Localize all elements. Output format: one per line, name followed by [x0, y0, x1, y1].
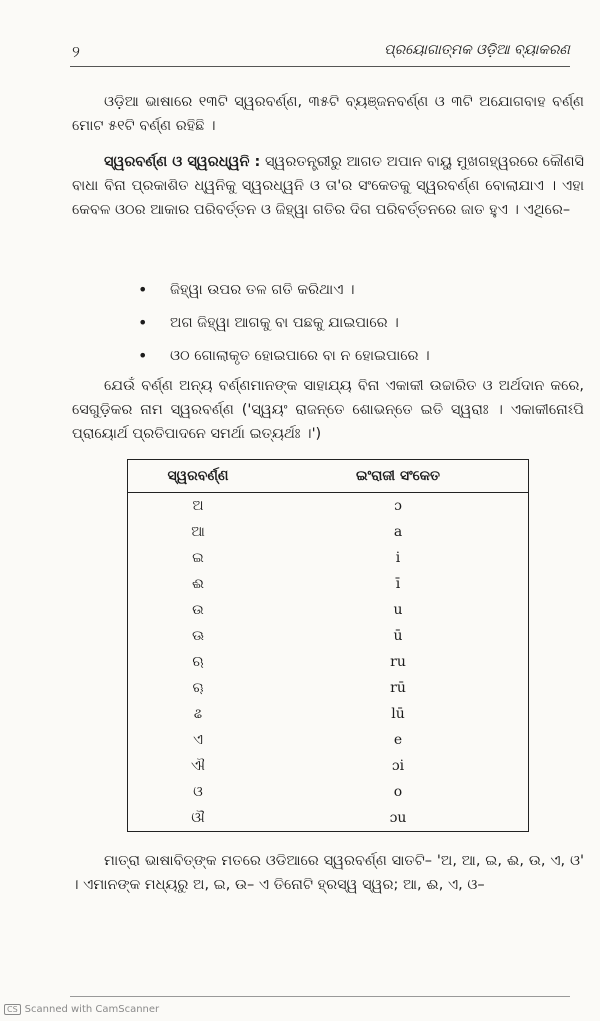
table-row: ଈ ī — [191, 576, 401, 592]
bullet-icon: • — [138, 313, 148, 332]
table-row: ଅ ɔ — [192, 498, 402, 514]
table-row: ଌ lū — [193, 706, 405, 722]
table-row: ଓ o — [193, 784, 403, 800]
list-item: • ଓଠ ଗୋଲାକୃତ ହୋଇପାରେ ବା ନ ହୋଇପାରେ । — [72, 342, 584, 375]
list-item: • ଜିହ୍ୱା ଉପର ତଳ ଗତି କରିଥାଏ । — [72, 276, 584, 309]
table-row: ଆ a — [191, 524, 403, 540]
bullet-icon: • — [138, 346, 148, 365]
table-row: ଇ i — [192, 550, 401, 566]
table-row: ଋ ru — [192, 654, 406, 670]
feature-list — [72, 276, 584, 375]
table-row: ଏ e — [193, 732, 403, 748]
page-number: ୨ — [72, 42, 80, 61]
table-row: ଔ ɔu — [191, 810, 407, 826]
column-header-vowel: ସ୍ୱରବର୍ଣ୍ଣ — [128, 460, 269, 493]
definition-term: ସ୍ୱରବର୍ଣ୍ଣ ଓ ସ୍ୱରଧ୍ୱନି : — [104, 154, 261, 170]
list-item: • ଅଗ ଜିହ୍ୱା ଆଗକୁ ବା ପଛକୁ ଯାଇପାରେ । — [72, 309, 584, 342]
intro-paragraph: ଓଡ଼ିଆ ଭାଷାରେ ୧୩ଟି ସ୍ୱରବର୍ଣ୍ଣ, ୩୫ଟି ବ୍ୟଞ୍ଜନବର୍ଣ୍ଣ ଓ ୩ଟି ଅଯୋଗବାହ ବର୍ଣ୍ଣ ମୋଟ ୫୧ଟି ବର୍ଣ୍ଣ ରହିଛି । — [72, 94, 584, 134]
definition-paragraph — [72, 150, 584, 222]
definition-text: ସ୍ୱରତନ୍ତ୍ରୀରୁ ଆଗତ ଅପାନ ବାୟୁ ମୁଖଗହ୍ୱରରେ କୌଣସି ବାଧା ବିନା ପ୍ରକାଶିତ ଧ୍ୱନିକୁ ସ୍ୱରଧ୍ୱନି ଓ ତା'ର ସଂକେତକୁ ସ୍ୱରବର୍ଣ୍ଣ ବୋଲାଯାଏ । ଏହା କେବଳ ଓଠର ଆକାର ପରିବର୍ତ୍ତନ ଓ ଜିହ୍ୱା ଗତିର ଦିଗ ପରିବର୍ତ୍ତନରେ ଜାତ ହୁଏ । ଏଥିରେ– — [72, 154, 584, 218]
table-header-row — [128, 460, 529, 493]
table-row: ଉ u — [192, 602, 403, 618]
running-title: ପ୍ରୟୋଗାତ୍ମକ ଓଡ଼ିଆ ବ୍ୟାକରଣ — [384, 42, 570, 58]
table-row: ଐ ɔi — [191, 758, 405, 774]
bottom-divider — [70, 996, 570, 997]
table-row: ଊ ū — [192, 628, 403, 644]
column-header-english: ଇଂରାଜୀ ସଂକେତ — [268, 460, 529, 493]
scanner-watermark — [4, 1004, 159, 1015]
closing-paragraph: ମାତ୍ରା ଭାଷାବିତ୍ଙ୍କ ମତରେ ଓଡିଆରେ ସ୍ୱରବର୍ଣ୍ଣ ସାତଟି– 'ଅ, ଆ, ଇ, ଈ, ଉ, ଏ, ଓ' । ଏମାନଙ୍କ ମଧ୍ୟରୁ ଅ, ଇ, ଉ– ଏ ତିନୋଟି ହ୍ରସ୍ୱ ସ୍ୱର; ଆ, ଈ, ଏ, ଓ– — [72, 853, 584, 893]
table-row: ୠ rū — [192, 680, 406, 696]
camscanner-logo: CS — [4, 1004, 21, 1015]
scanner-text: Scanned with CamScanner — [24, 1004, 160, 1015]
header-divider — [70, 66, 570, 67]
swara-paragraph: ଯେଉଁ ବର୍ଣ୍ଣ ଅନ୍ୟ ବର୍ଣ୍ଣମାନଙ୍କ ସାହାଯ୍ୟ ବିନା ଏକାକୀ ଉଚ୍ଚାରିତ ଓ ଅର୍ଥଦାନ କରେ, ସେଗୁଡ଼ିକର ନାମ ସ୍ୱରବର୍ଣ୍ଣ ('ସ୍ୱୟଂ ରାଜନ୍ତେ ଶୋଭନ୍ତେ ଇତି ସ୍ୱରାଃ । ଏକାକୀନୋଽପି ପ୍ରାୟୋର୍ଥ ପ୍ରତିପାଦନେ ସମର୍ଥା ଇତ୍ୟର୍ଥଃ ।') — [72, 378, 584, 442]
vowel-table — [127, 459, 529, 832]
bullet-icon: • — [138, 280, 148, 299]
